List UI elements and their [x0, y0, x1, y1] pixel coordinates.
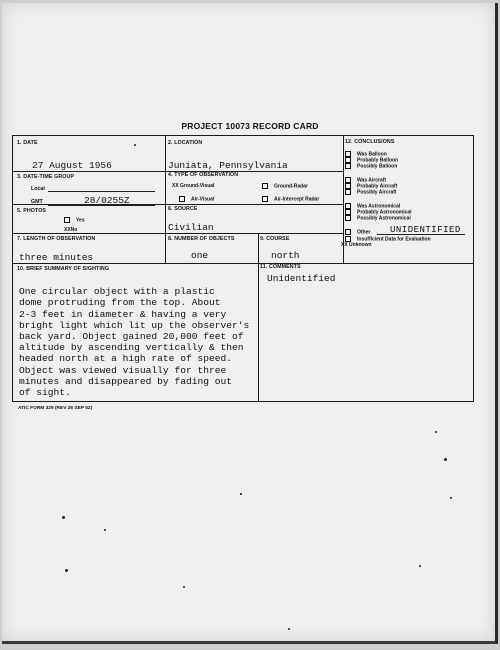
conclusion-unknown: XX Unknown [341, 242, 372, 248]
date-value: 27 August 1956 [32, 160, 112, 171]
conclusion-possibly-balloon: Possibly Balloon [345, 163, 397, 169]
other-underline [377, 234, 465, 235]
option-ground-visual [172, 183, 214, 189]
date-underline [16, 171, 156, 172]
comments-label: 11. COMMENTS [260, 264, 301, 270]
number-of-objects-value: one [191, 250, 209, 261]
photos-yes: Yes [64, 217, 85, 223]
conclusion-possibly-astronomical: Possibly Astronomical [345, 215, 411, 221]
location-label: 2. LOCATION [168, 140, 203, 146]
conclusion-was-balloon: Was Balloon [345, 151, 387, 157]
summary-line: of sight. [19, 387, 71, 399]
scan-speck [183, 586, 185, 588]
local-label: Local [31, 186, 45, 192]
course-label: 9. COURSE [260, 236, 290, 242]
checkbox-icon [345, 189, 351, 195]
checkbox-icon [262, 196, 268, 202]
checkbox-icon [345, 163, 351, 169]
option-ground-radar: Ground-Radar [262, 183, 308, 189]
scan-speck [450, 497, 452, 499]
option-air-visual: Air-Visual [179, 196, 214, 202]
rule-col-main [165, 136, 166, 263]
scan-speck [444, 458, 447, 461]
checkbox-icon [345, 236, 351, 242]
checkbox-icon [345, 215, 351, 221]
gmt-value: 28/0255Z [84, 195, 130, 206]
option-air-intercept-radar: Air-Intercept Radar [262, 196, 319, 202]
checkbox-icon [262, 183, 268, 189]
conclusion-other-value: UNIDENTIFIED [390, 225, 461, 235]
summary-line: Object was viewed visually for three [19, 364, 227, 376]
summary-line: bright light which lit up the observer's [19, 319, 250, 331]
scan-speck [62, 516, 65, 519]
length-of-observation-value: three minutes [19, 252, 94, 263]
gmt-label: GMT [31, 199, 43, 205]
rule-col-course [258, 233, 259, 263]
conclusion-was-astronomical: Was Astronomical [345, 203, 400, 209]
comments-value: Unidentified [267, 273, 336, 284]
course-value: north [271, 250, 300, 261]
number-of-objects-label: 8. NUMBER OF OBJECTS [168, 236, 235, 242]
rule-row3 [13, 233, 343, 234]
gmt-underline [48, 205, 155, 206]
length-of-observation-label: 7. LENGTH OF OBSERVATION [17, 236, 96, 242]
conclusion-probably-aircraft: Probably Aircraft [345, 183, 397, 189]
scan-speck [288, 628, 290, 630]
conclusion-insufficient-data: Insufficient Data for Evaluation [345, 236, 431, 242]
summary-line: minutes and disappeared by fading out [19, 375, 233, 387]
conclusion-possibly-aircraft: Possibly Aircraft [345, 189, 397, 195]
source-value: Civilian [168, 222, 214, 233]
card-title: PROJECT 10073 RECORD CARD [181, 121, 319, 131]
summary-line: dome protruding from the top. About [19, 297, 221, 309]
summary-line: headed north at a high rate of speed. [19, 353, 233, 365]
ground-visual-text: XX Ground-Visual [172, 183, 215, 189]
summary-line: back yard. Object gained 20,000 feet of [19, 331, 244, 343]
rule-row4 [13, 263, 473, 264]
conclusion-other: Other [345, 229, 370, 235]
date-time-group-label: 3. DATE-TIME GROUP [17, 174, 75, 180]
checkbox-icon [179, 196, 185, 202]
type-of-observation-label: 4. TYPE OF OBSERVATION [168, 172, 239, 178]
conclusions-label: 12. CONCLUSIONS [345, 139, 395, 145]
checkbox-icon [64, 217, 70, 223]
checkbox-icon [345, 229, 351, 235]
date-label: 1. DATE [17, 140, 38, 146]
summary-line: One circular object with a plastic [19, 286, 215, 298]
location-value: Juniata, Pennsylvania [168, 160, 288, 171]
conclusion-probably-balloon: Probably Balloon [345, 157, 398, 163]
local-underline [48, 191, 155, 192]
brief-summary-text [19, 275, 264, 409]
source-label: 6. SOURCE [168, 206, 198, 212]
conclusion-was-aircraft: Was Aircraft [345, 177, 386, 183]
scan-speck [104, 529, 106, 531]
scan-speck [435, 431, 437, 433]
photos-label: 5. PHOTOS [17, 208, 47, 214]
conclusion-probably-astronomical: Probably Astronomical [345, 209, 412, 215]
brief-summary-label: 10. BRIEF SUMMARY OF SIGHTING [17, 266, 110, 272]
photos-no: XXNo [64, 227, 78, 233]
scan-speck [65, 569, 68, 572]
summary-line: altitude by ascending vertically & then [19, 342, 244, 354]
scan-speck [240, 493, 242, 495]
summary-line: 2-3 feet in diameter & having a very [19, 308, 227, 320]
form-id: ATIC FORM 329 (REV 26 SEP 52) [18, 406, 93, 411]
scan-speck [419, 565, 421, 567]
